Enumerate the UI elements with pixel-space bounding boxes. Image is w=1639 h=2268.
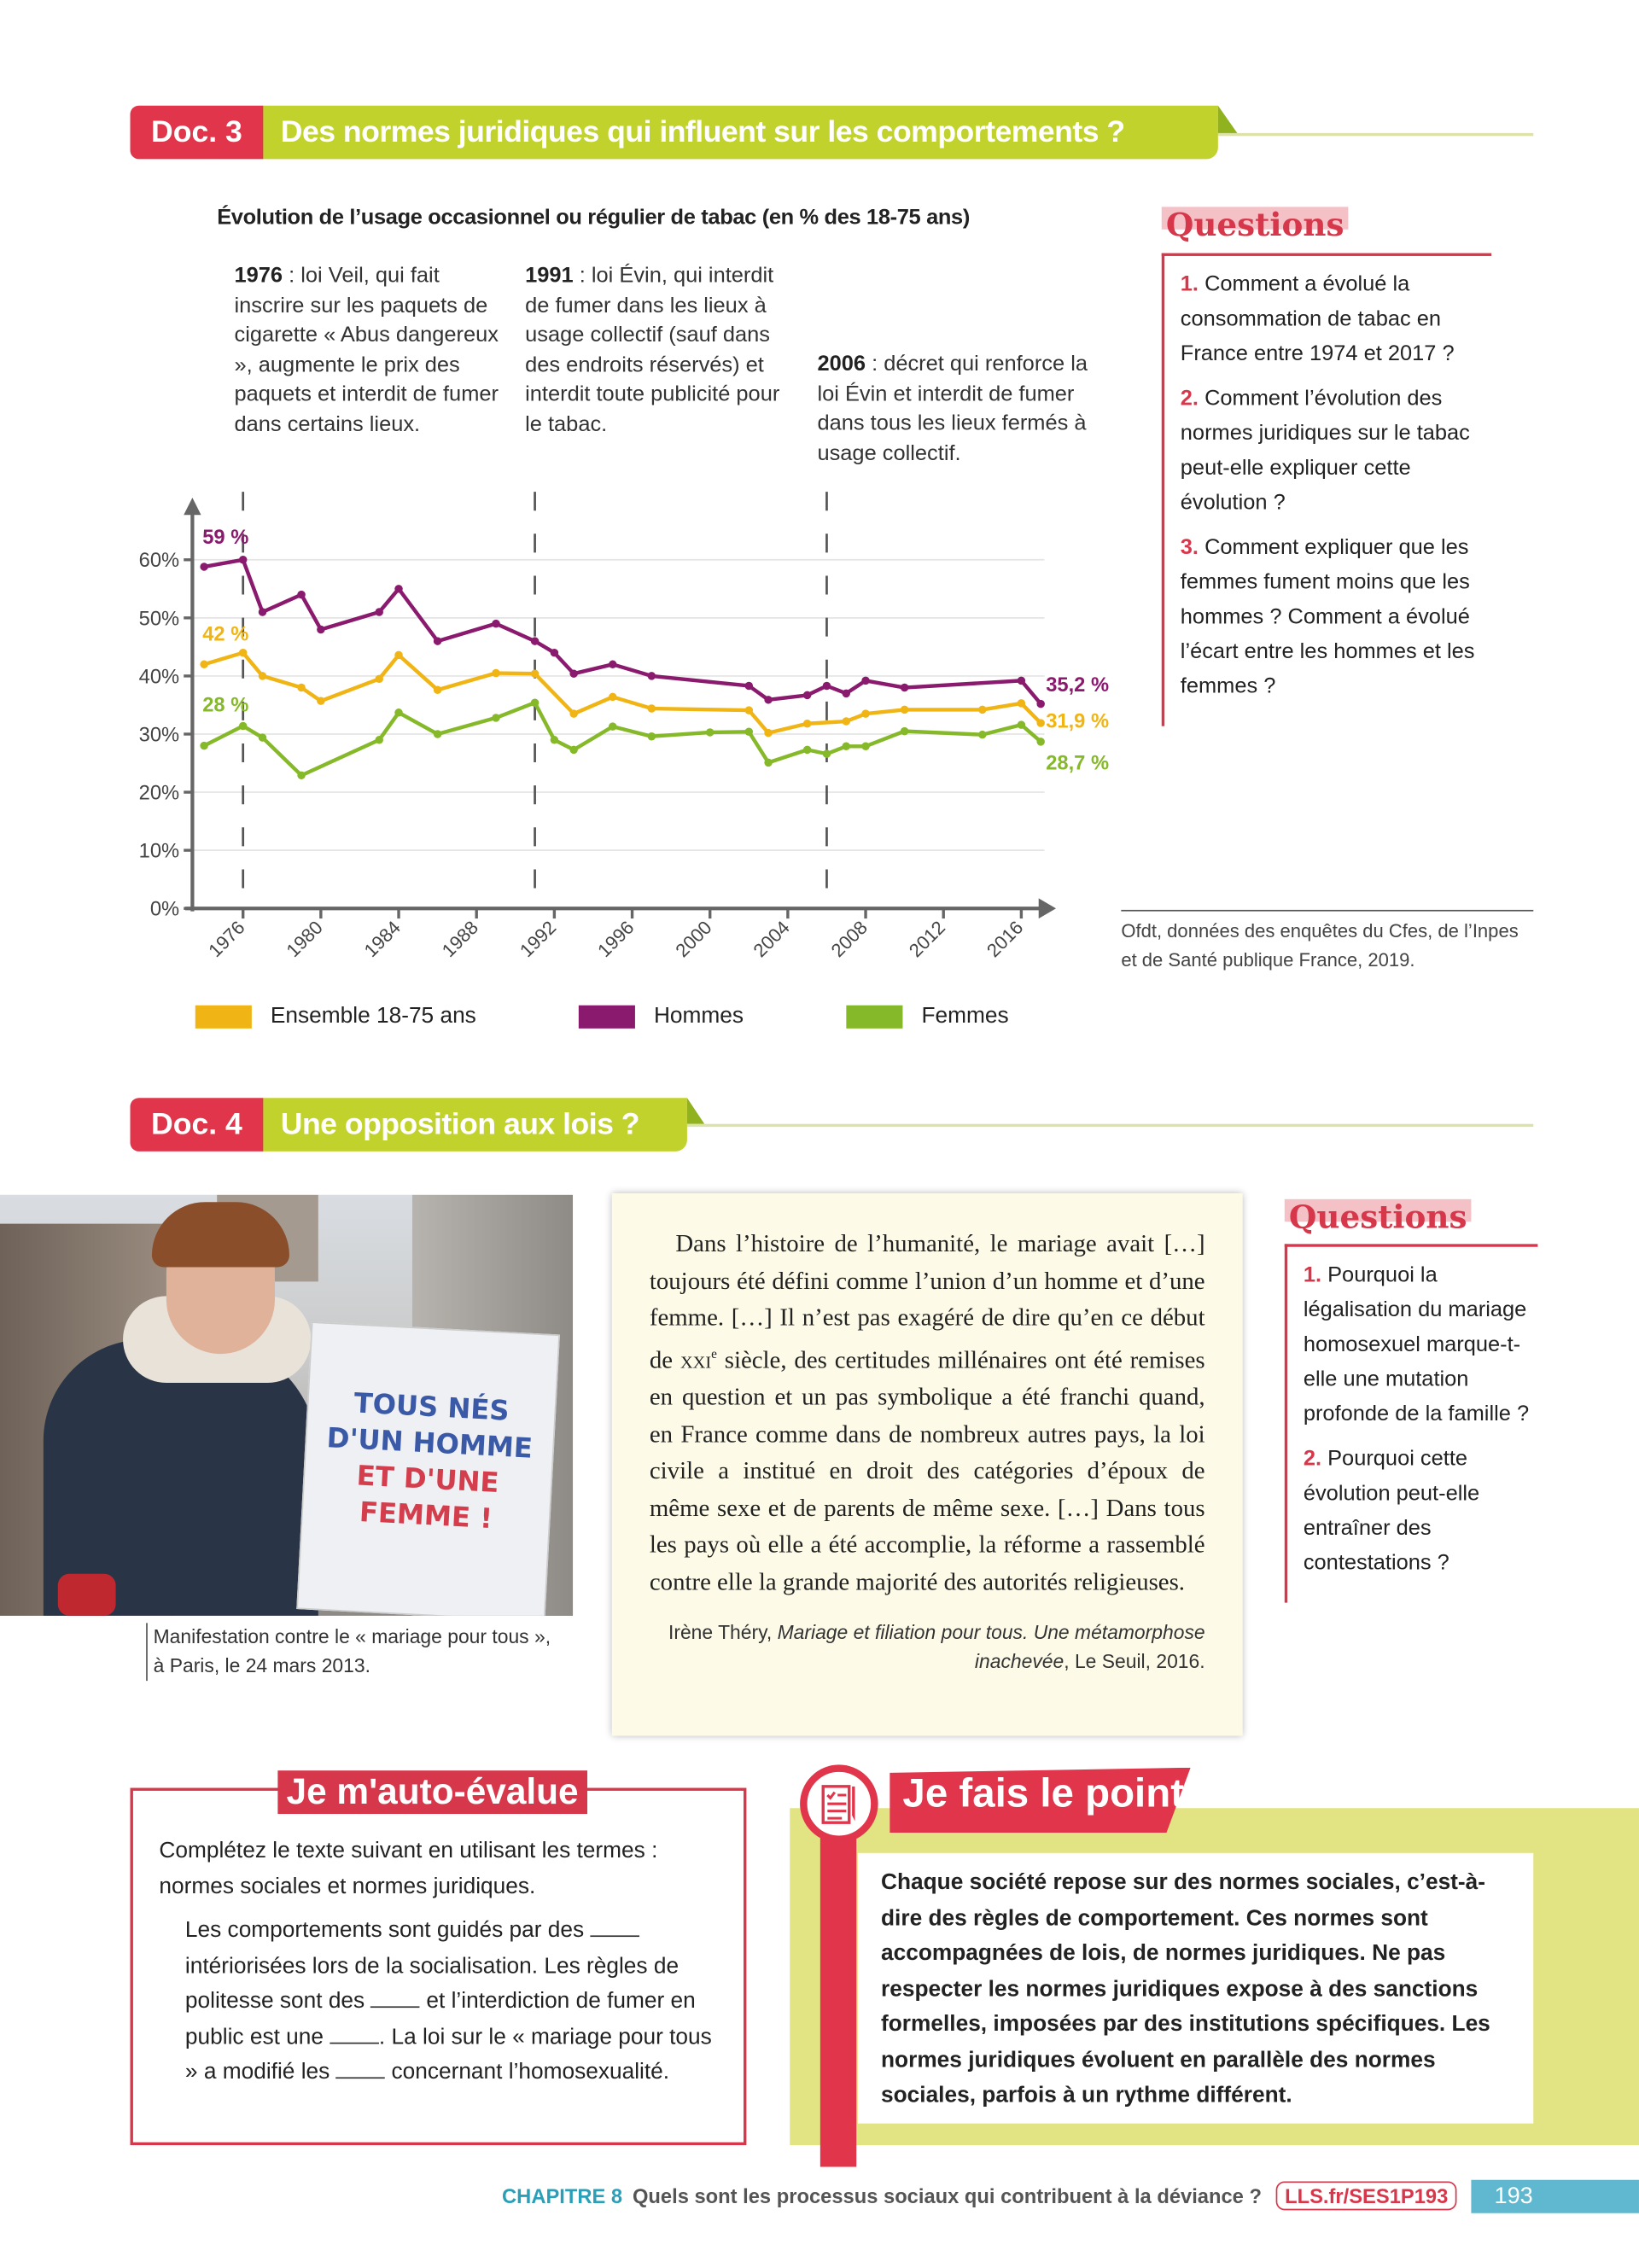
annotation-year: 1976 bbox=[234, 263, 283, 289]
doc3-questions bbox=[1162, 254, 1491, 726]
data-point bbox=[978, 731, 986, 738]
data-point bbox=[259, 733, 266, 741]
question-1 bbox=[1181, 268, 1491, 372]
blank-field[interactable] bbox=[336, 2061, 386, 2079]
blank-field[interactable] bbox=[590, 1920, 639, 1937]
questions-heading bbox=[1162, 207, 1349, 244]
data-point bbox=[764, 759, 772, 767]
data-point bbox=[803, 746, 811, 754]
data-point bbox=[843, 690, 850, 697]
data-point bbox=[1018, 699, 1025, 707]
series-line bbox=[204, 653, 1041, 733]
data-point bbox=[609, 722, 616, 730]
checklist-icon bbox=[800, 1764, 878, 1843]
data-point bbox=[609, 661, 616, 668]
doc4-label: Doc. 4 bbox=[131, 1098, 264, 1151]
data-point bbox=[861, 677, 869, 685]
data-point bbox=[434, 686, 441, 694]
quote-box bbox=[612, 1193, 1243, 1735]
data-point bbox=[861, 743, 869, 750]
data-point bbox=[861, 709, 869, 717]
annotation-1976 bbox=[235, 262, 510, 440]
protest-photo bbox=[0, 1195, 573, 1616]
x-tick-label: 1988 bbox=[437, 916, 483, 962]
question-number: 1. bbox=[1303, 1262, 1322, 1288]
data-point bbox=[1036, 700, 1044, 708]
x-tick-label: 1984 bbox=[359, 916, 405, 962]
data-point bbox=[823, 682, 831, 690]
quote-text bbox=[650, 1225, 1205, 1600]
legend-swatch-femmes bbox=[846, 1006, 902, 1029]
data-point bbox=[531, 669, 539, 677]
x-tick-label: 2016 bbox=[982, 916, 1028, 962]
quote-sup: e bbox=[711, 1346, 717, 1361]
sign-line: ET D'UNE bbox=[355, 1460, 500, 1500]
data-point bbox=[492, 714, 499, 721]
data-point bbox=[823, 749, 831, 757]
sign-line: FEMME ! bbox=[359, 1496, 493, 1536]
annotation-text: : loi Évin, qui interdit de fumer dans les lieux à usage collectif (sauf dans des endroits réservés) et interdit toute publicité pour le tabac. bbox=[525, 263, 780, 436]
x-axis-arrow bbox=[1039, 898, 1056, 918]
y-tick-label: 0% bbox=[149, 898, 180, 921]
data-point bbox=[901, 684, 908, 691]
series-line bbox=[204, 560, 1041, 704]
x-tick-label: 2008 bbox=[826, 916, 872, 962]
data-point bbox=[434, 637, 441, 644]
series-line bbox=[204, 703, 1041, 775]
attr-publisher: , Le Seuil, 2016. bbox=[1064, 1649, 1205, 1672]
data-point bbox=[901, 727, 908, 735]
x-tick-label: 1996 bbox=[593, 916, 639, 962]
data-point bbox=[648, 672, 656, 679]
data-point bbox=[394, 651, 402, 659]
series-end-label: 28,7 % bbox=[1046, 752, 1110, 775]
x-tick-label: 1992 bbox=[515, 916, 561, 962]
quote-part: siècle, des certitudes millénaires ont été remises en question et un pas symbolique a été franchi quand, en France comme dans de nombreux autres pays, la loi civile a institué en droit des catégories d’époux de même sexe et de parents de même sexe. […] Dans tous les pays où elle a été accomplie, la réforme a rassemblé contre elle la grande majorité des autorités religieuses. bbox=[649, 1345, 1205, 1596]
data-point bbox=[375, 675, 382, 683]
data-point bbox=[375, 736, 382, 743]
question-1 bbox=[1304, 1258, 1538, 1431]
data-point bbox=[239, 649, 247, 656]
exercise-text: intériorisées lors de la socialisation. Les règles de politesse sont des bbox=[184, 1953, 680, 2014]
data-point bbox=[394, 708, 402, 716]
self-assessment-box bbox=[131, 1788, 747, 2146]
blank-field[interactable] bbox=[370, 1991, 420, 2008]
banner-fold bbox=[1218, 106, 1239, 135]
self-assessment-exercise bbox=[159, 1914, 723, 2091]
series-end-label: 31,9 % bbox=[1046, 710, 1110, 733]
photo-glove bbox=[58, 1574, 116, 1616]
y-tick-label: 30% bbox=[138, 724, 180, 747]
data-point bbox=[492, 620, 499, 627]
annotation-2006 bbox=[817, 350, 1113, 469]
data-point bbox=[706, 728, 714, 736]
annotation-year: 2006 bbox=[817, 351, 866, 376]
data-point bbox=[843, 743, 850, 750]
page-number: 193 bbox=[1471, 2180, 1639, 2213]
question-text: Comment l’évolution des normes juridiques sur le tabac peut-elle expliquer cette évolution ? bbox=[1180, 386, 1470, 516]
chart-title: Évolution de l’usage occasionnel ou régulier de tabac (en % des 18-75 ans) bbox=[217, 205, 970, 230]
questions-heading bbox=[1285, 1199, 1472, 1237]
banner-fold bbox=[687, 1098, 704, 1124]
attr-author: Irène Théry, bbox=[668, 1620, 778, 1643]
data-point bbox=[297, 684, 305, 691]
data-point bbox=[394, 585, 402, 592]
data-point bbox=[569, 709, 577, 717]
sign-line: TOUS NÉS bbox=[353, 1387, 510, 1428]
data-point bbox=[1036, 719, 1044, 726]
data-point bbox=[200, 661, 207, 668]
y-tick-label: 40% bbox=[138, 666, 180, 689]
questions-title: Questions bbox=[1285, 1199, 1472, 1237]
protest-sign bbox=[296, 1321, 560, 1616]
data-point bbox=[259, 608, 266, 615]
chart-source: Ofdt, données des enquêtes du Cfes, de l’Inpes et de Santé publique France, 2019. bbox=[1121, 910, 1533, 975]
data-point bbox=[239, 556, 247, 563]
data-point bbox=[843, 717, 850, 725]
x-tick-label: 2004 bbox=[749, 916, 794, 962]
series-ensemble bbox=[200, 624, 1109, 738]
doc4-rule bbox=[687, 1124, 1533, 1127]
data-point bbox=[434, 730, 441, 738]
legend-label-ensemble: Ensemble 18-75 ans bbox=[270, 1004, 476, 1029]
data-point bbox=[200, 563, 207, 570]
data-point bbox=[745, 706, 753, 714]
exercise-text: . La loi sur le « mariage pour tous » a modifié les bbox=[184, 2024, 712, 2084]
series-start-label: 42 % bbox=[202, 623, 249, 646]
data-point bbox=[317, 626, 324, 633]
series-start-label: 59 % bbox=[202, 527, 249, 550]
data-point bbox=[569, 746, 577, 754]
data-point bbox=[803, 720, 811, 727]
data-point bbox=[803, 691, 811, 699]
x-tick-label: 1980 bbox=[282, 916, 327, 962]
y-tick-label: 60% bbox=[138, 550, 180, 573]
question-number: 1. bbox=[1180, 271, 1199, 297]
y-axis-arrow bbox=[184, 498, 201, 515]
annotation-text: : décret qui renforce la loi Évin et interdit de fumer dans tous les lieux fermés à usage collectif. bbox=[817, 351, 1088, 465]
legend-swatch-hommes bbox=[579, 1006, 635, 1029]
x-tick-label: 2000 bbox=[671, 916, 716, 962]
question-number: 3. bbox=[1180, 535, 1199, 560]
data-point bbox=[200, 742, 207, 749]
exercise-text: et l’interdiction de fumer en public est une bbox=[184, 1989, 696, 2049]
data-point bbox=[375, 608, 382, 615]
quote-part: Dans l’histoire de l’humanité, le mariage avait […] toujours été défini comme l’union d’un homme et d’une femme. […] Il n’est pas exagéré de dire qu’en ce début de bbox=[649, 1229, 1205, 1373]
x-tick-label: 2012 bbox=[904, 916, 950, 962]
annotation-text: : loi Veil, qui fait inscrire sur les paquets de cigarette « Abus dangereux », augmente le prix des paquets et interdit de fumer dans certains lieux. bbox=[234, 263, 499, 436]
question-2 bbox=[1181, 382, 1491, 521]
footer bbox=[502, 2181, 1456, 2210]
question-text: Comment a évolué la consommation de tabac en France entre 1974 et 2017 ? bbox=[1180, 271, 1455, 366]
quote-attribution bbox=[650, 1618, 1205, 1676]
summary-bar bbox=[820, 1826, 856, 2167]
data-point bbox=[569, 669, 577, 677]
data-point bbox=[609, 693, 616, 701]
self-assessment-intro: Complétez le texte suivant en utilisant les termes : normes sociales et normes juridiques. bbox=[159, 1838, 658, 1899]
y-tick-label: 50% bbox=[138, 608, 180, 631]
data-point bbox=[648, 732, 656, 740]
data-point bbox=[239, 722, 247, 730]
question-number: 2. bbox=[1303, 1446, 1322, 1472]
annotation-1991 bbox=[525, 262, 800, 440]
question-2 bbox=[1304, 1443, 1538, 1582]
doc3-label: Doc. 3 bbox=[131, 106, 264, 160]
question-text: Pourquoi cette évolution peut-elle entraîner des contestations ? bbox=[1303, 1446, 1480, 1576]
data-point bbox=[1018, 677, 1025, 685]
self-assessment-title: Je m'auto-évalue bbox=[277, 1770, 586, 1814]
annotation-year: 1991 bbox=[525, 263, 574, 289]
series-start-label: 28 % bbox=[202, 694, 249, 717]
summary-box bbox=[858, 1853, 1533, 2123]
question-number: 2. bbox=[1180, 386, 1199, 411]
footer-link[interactable]: LLS.fr/SES1P193 bbox=[1276, 2181, 1457, 2210]
series-end-label: 35,2 % bbox=[1046, 674, 1110, 697]
data-point bbox=[531, 698, 539, 706]
blank-field[interactable] bbox=[330, 2026, 379, 2043]
data-point bbox=[297, 591, 305, 598]
data-point bbox=[492, 669, 499, 677]
quote-century: xxi bbox=[680, 1345, 712, 1373]
data-point bbox=[745, 682, 753, 690]
footer-title: Quels sont les processus sociaux qui contribuent à la déviance ? bbox=[632, 2183, 1262, 2207]
data-point bbox=[297, 772, 305, 779]
legend-label-hommes: Hommes bbox=[653, 1004, 744, 1029]
data-point bbox=[1018, 720, 1025, 728]
question-text: Pourquoi la légalisation du mariage homosexuel marque-t-elle une mutation profonde de la famille ? bbox=[1303, 1262, 1530, 1426]
data-point bbox=[317, 697, 324, 704]
summary-text: Chaque société repose sur des normes sociales, c’est-à-dire des règles de comportement. Ces normes sont accompagnées de lois, de normes juridiques. Ne pas respecter les normes juridiques expose à des sanctions formelles, imposées par des institutions spécifiques. Les normes juridiques évoluent en parallèle des normes sociales, parfois à un rythme différent. bbox=[881, 1870, 1490, 2108]
data-point bbox=[764, 729, 772, 737]
data-point bbox=[259, 672, 266, 679]
x-tick-label: 1976 bbox=[204, 916, 249, 962]
data-point bbox=[745, 728, 753, 736]
tobacco-line-chart bbox=[0, 477, 1158, 983]
exercise-text: concernant l’homosexualité. bbox=[385, 2060, 670, 2084]
exercise-text: Les comportements sont guidés par des bbox=[184, 1918, 591, 1943]
data-point bbox=[764, 696, 772, 703]
data-point bbox=[1036, 738, 1044, 745]
data-point bbox=[531, 637, 539, 644]
questions-title: Questions bbox=[1162, 207, 1349, 244]
question-text: Comment expliquer que les femmes fument moins que les hommes ? Comment a évolué l’écart entre les hommes et les femmes ? bbox=[1180, 535, 1475, 699]
data-point bbox=[551, 736, 558, 743]
doc3-rule bbox=[1218, 133, 1533, 136]
data-point bbox=[551, 649, 558, 656]
photo-caption: Manifestation contre le « mariage pour tous », à Paris, le 24 mars 2013. bbox=[146, 1623, 565, 1681]
doc3-title: Des normes juridiques qui influent sur les comportements ? bbox=[263, 106, 1217, 160]
doc4-title: Une opposition aux lois ? bbox=[263, 1098, 687, 1151]
summary-title: Je fais le point bbox=[902, 1770, 1185, 1816]
sign-line: D'UN HOMME bbox=[325, 1422, 534, 1466]
doc4-questions bbox=[1285, 1244, 1538, 1602]
footer-chapter: CHAPITRE 8 bbox=[502, 2183, 623, 2207]
data-point bbox=[901, 706, 908, 714]
question-3 bbox=[1181, 531, 1491, 704]
data-point bbox=[978, 706, 986, 714]
legend-label-femmes: Femmes bbox=[921, 1004, 1009, 1029]
attr-title: Mariage et filiation pour tous. Une métamorphose inachevée bbox=[777, 1620, 1205, 1672]
data-point bbox=[648, 704, 656, 712]
y-tick-label: 10% bbox=[138, 840, 180, 863]
y-tick-label: 20% bbox=[138, 782, 180, 805]
legend-swatch-ensemble bbox=[195, 1006, 252, 1029]
